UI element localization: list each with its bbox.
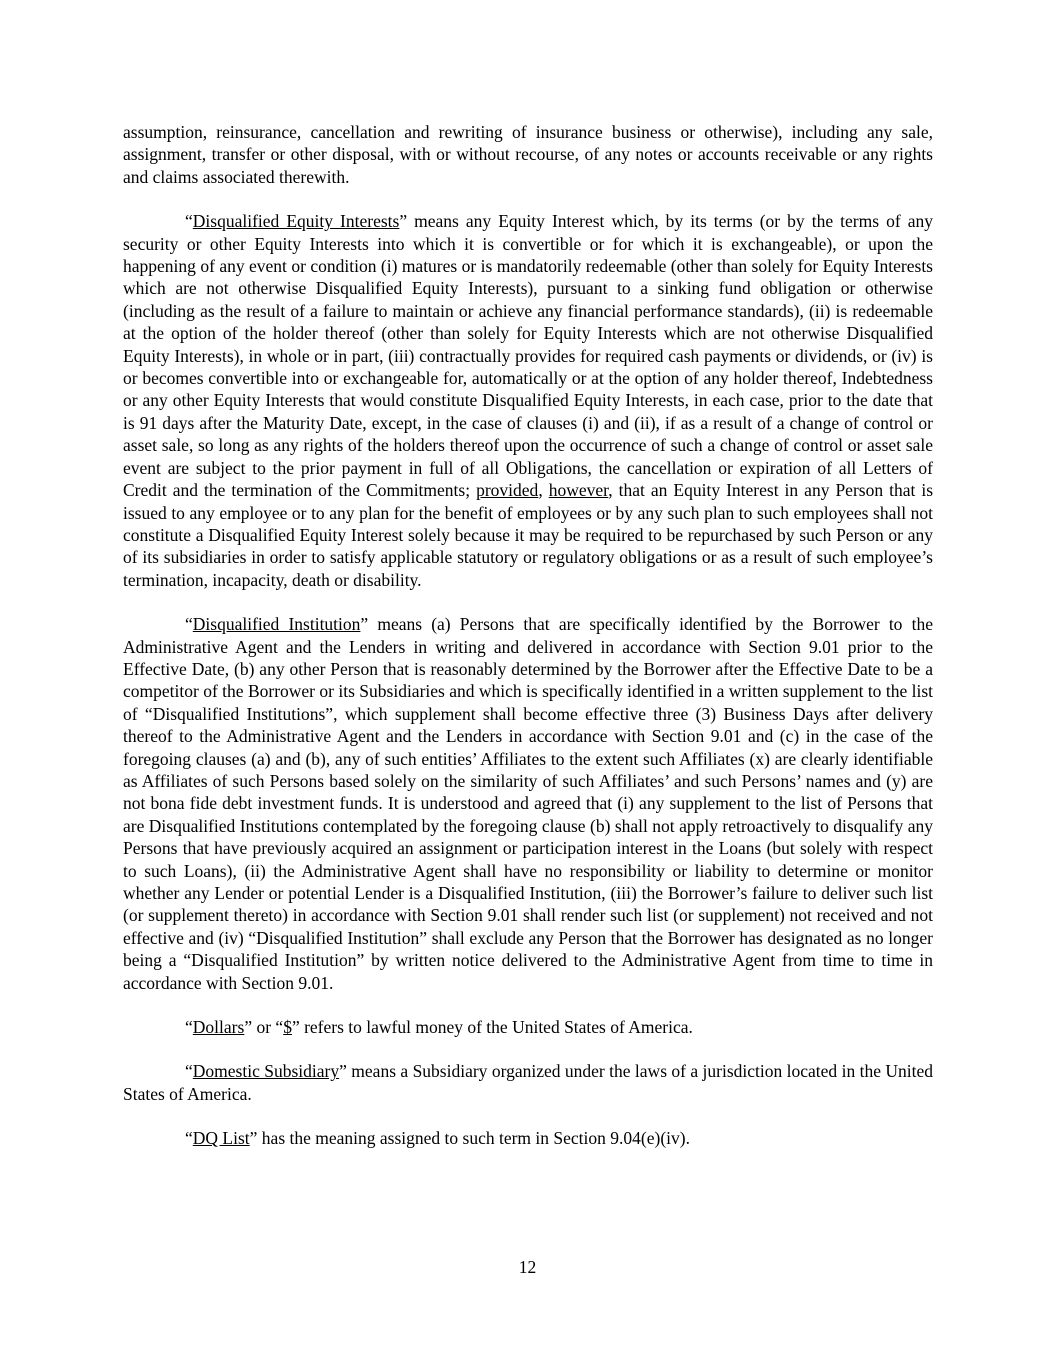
text-run: “: [185, 614, 193, 635]
definition-domestic-subsidiary: [123, 1060, 933, 1105]
defined-term: Disqualified Equity Interests: [192, 211, 400, 232]
text-run: “: [185, 1128, 193, 1149]
definition-dq-list: [123, 1127, 933, 1149]
text-run: , that an Equity Interest in any Person that is issued to any employee or to any plan for the benefit of employees or by any such plan to such employees shall not constitute a Disqualified Equity Interest solely because it may be required to be repurchased by such Person or any of its subsidiaries in order to satisfy applicable statutory or regulatory obligations or as a result of such employee’s termination, incapacity, death or disability.: [123, 480, 934, 590]
text-run: ” means (a) Persons that are specifically identified by the Borrower to the Administrative Agent and the Lenders in writing and delivered in accordance with Section 9.01 prior to the Effective Date, (b) any other Person that is reasonably determined by the Borrower after the Effective Date to be a competitor of the Borrower or its Subsidiaries and which is specifically identified in a written supplement to the list of “Disqualified Institutions”, which supplement shall become effective three (3) Business Days after delivery thereof to the Administrative Agent and the Lenders in accordance with Section 9.01 and (c) in the case of the foregoing clauses (a) and (b), any of such entities’ Affiliates to the extent such Affiliates (x) are clearly identifiable as Affiliates of such Persons based solely on the similarity of such Affiliates’ and such Persons’ names and (y) are not bona fide debt investment funds. It is understood and agreed that (i) any supplement to the list of Persons that are Disqualified Institutions contemplated by the foregoing clause (b) shall not apply retroactively to disqualify any Persons that have previously acquired an assignment or participation interest in the Loans (but solely with respect to such Loans), (ii) the Administrative Agent shall have no responsibility or liability to determine or monitor whether any Lender or potential Lender is a Disqualified Institution, (iii) the Borrower’s failure to deliver such list (or supplement thereto) in accordance with Section 9.01 shall render such list (or supplement) not received and not effective and (iv) “Disqualified Institution” shall exclude any Person that the Borrower has designated as no longer being a “Disqualified Institution” by written notice delivered to the Administrative Agent from time to time in accordance with Section 9.01.: [123, 614, 933, 993]
text-run: ” or “: [244, 1017, 284, 1038]
definition-disqualified-institution: [123, 613, 933, 994]
defined-term: Dollars: [192, 1017, 245, 1038]
text-run: “: [185, 1061, 193, 1082]
text-run: ,: [538, 480, 549, 501]
defined-term: DQ List: [192, 1128, 250, 1149]
defined-term: Disqualified Institution: [192, 614, 361, 635]
text-run: ” means any Equity Interest which, by its terms (or by the terms of any security or other Equity Interests into which it is convertible or for which it is exchangeable), or upon the happening of any event or condition (i) matures or is mandatorily redeemable (other than solely for Equity Interests which are not otherwise Disqualified Equity Interests), pursuant to a sinking fund obligation or otherwise (including as the result of a failure to maintain or achieve any financial performance standards), (ii) is redeemable at the option of the holder thereof (other than solely for Equity Interests which are not otherwise Disqualified Equity Interests), in whole or in part, (iii) contractually provides for required cash payments or dividends, or (iv) is or becomes convertible into or exchangeable for, automatically or at the option of any holder thereof, Indebtedness or any other Equity Interests that would constitute Disqualified Equity Interests, in each case, prior to the date that is 91 days after the Maturity Date, except, in the case of clauses (i) and (ii), if as a result of a change of control or asset sale, so long as any rights of the holders thereof upon the occurrence of such a change of control or asset sale event are subject to the prior payment in full of all Obligations, the cancellation or expiration of all Letters of Credit and the termination of the Commitments;: [123, 211, 933, 501]
text-run: “: [185, 1017, 193, 1038]
text-run: assumption, reinsurance, cancellation and rewriting of insurance business or otherwise), including any sale, assignment, transfer or other disposal, with or without recourse, of any notes or accounts receivable or any rights and claims associated therewith.: [123, 122, 933, 187]
definition-disqualified-equity-interests: [123, 210, 933, 591]
defined-term: Domestic Subsidiary: [192, 1061, 340, 1082]
document-body: [123, 121, 933, 1172]
text-run: ” refers to lawful money of the United States of America.: [291, 1017, 693, 1038]
continuation-paragraph: [123, 121, 933, 188]
page-number: 12: [518, 1257, 537, 1277]
definition-dollars: [123, 1016, 933, 1038]
defined-term: provided: [476, 480, 539, 501]
defined-term: $: [283, 1017, 292, 1038]
text-run: ” has the meaning assigned to such term in Section 9.04(e)(iv).: [249, 1128, 690, 1149]
defined-term: however: [548, 480, 609, 501]
text-run: ” means a Subsidiary organized under the laws of a jurisdiction located in the United States of America.: [123, 1061, 933, 1104]
text-run: “: [185, 211, 193, 232]
